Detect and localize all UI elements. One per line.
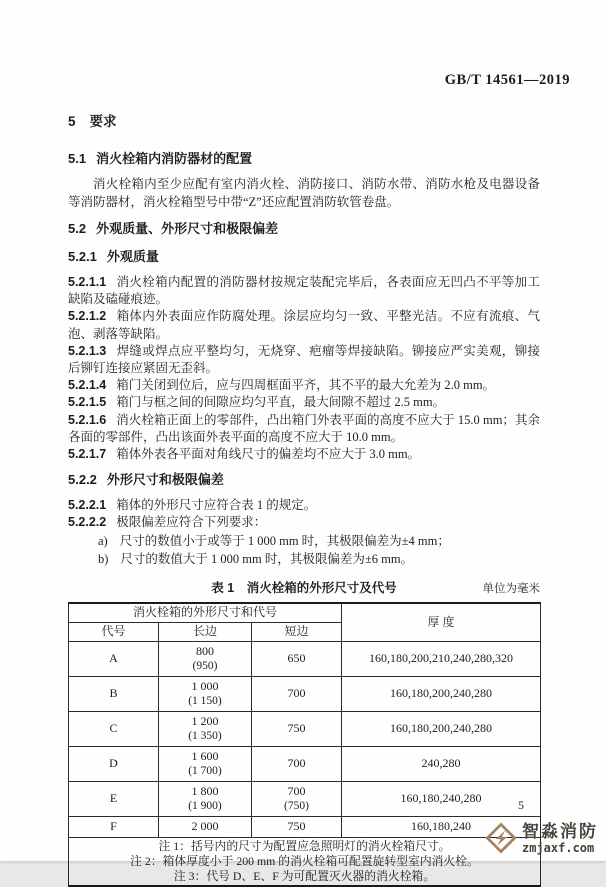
clause-text: 箱门与框之间的间隙应均匀平直，最大间隙不超过 2.5 mm。 (116, 395, 446, 410)
clause-number: 5.2.2.1 (68, 498, 107, 513)
cell-thickness: 160,180,200,240,280 (342, 711, 541, 746)
cell-thickness: 160,180,200,210,240,280,320 (342, 641, 541, 676)
table-unit-label: 单位为毫米 (482, 582, 540, 595)
table-row-c (69, 711, 541, 746)
cell-code: F (69, 816, 159, 837)
clause-5-2-1-7 (68, 446, 540, 463)
clause-number: 5.2.1.3 (68, 343, 107, 358)
cell-short: 750 (252, 711, 342, 746)
clause-number: 5.2.1.1 (68, 275, 107, 289)
clause-number: 5.2.2.2 (68, 515, 107, 530)
section-number: 5.2.2 (68, 472, 97, 488)
table-header-thickness: 厚 度 (342, 603, 541, 642)
section-number: 5.1 (68, 151, 87, 166)
clause-text: 消火栓箱内配置的消防器材按规定装配完毕后，各表面应无凹凸不平等加工缺陷及磕碰痕迹。 (68, 275, 540, 307)
table-notes-row (69, 837, 541, 886)
section-number: 5.2.1 (68, 249, 97, 264)
cell-long: 800 (950) (159, 641, 252, 676)
clause-text: 箱体的外形尺寸应符合表 1 的规定。 (116, 498, 317, 513)
page-number: 5 (518, 798, 524, 812)
cell-short: 650 (252, 641, 342, 676)
table-header-code: 代号 (69, 622, 159, 641)
clause-number: 5.2.1.5 (68, 395, 107, 410)
section-5-2-heading (68, 218, 540, 237)
cell-thickness: 160,180,240 (342, 816, 541, 837)
cell-long: 1 000 (1 150) (159, 676, 252, 711)
clause-text: 极限偏差应符合下列要求： (116, 515, 267, 530)
table-note-1: 注 1：括号内的尺寸为配置应急照明灯的消火栓箱尺寸。 (158, 838, 451, 853)
document-body (68, 104, 540, 887)
watermark-brand (484, 821, 598, 855)
list-text: 尺寸的数值大于 1 000 mm 时，其极限偏差为±6 mm。 (120, 551, 414, 566)
clause-5-2-1-3 (68, 343, 540, 377)
cell-code: E (69, 781, 159, 816)
dimensions-table (68, 602, 541, 887)
table-row-e (69, 781, 541, 816)
cell-short: 700 (252, 676, 342, 711)
table-header-group: 消火栓箱的外形尺寸和代号 (69, 603, 342, 623)
clause-5-2-1-5 (68, 394, 540, 411)
list-marker: a) (98, 533, 108, 548)
list-marker: b) (98, 551, 109, 566)
clause-5-2-2-2 (68, 514, 540, 531)
brand-name: 智淼消防 (522, 821, 598, 841)
table-row-a (69, 641, 541, 676)
table-note-3: 注 3：代号 D、E、F 为可配置灭火器的消火栓箱。 (173, 868, 436, 883)
clause-number: 5.2.1.7 (68, 447, 107, 462)
standard-code: GB/T 14561—2019 (444, 72, 570, 88)
cell-long: 1 800 (1 900) (159, 781, 252, 816)
cell-short: 700 (252, 746, 342, 781)
table-header-long: 长边 (159, 622, 252, 641)
table-header-short: 短边 (252, 622, 342, 641)
section-5-1-heading (68, 148, 540, 167)
cell-thickness: 160,180,240,280 (342, 781, 541, 816)
chapter-title: 要求 (89, 114, 117, 129)
clause-5-2-1-6 (68, 412, 540, 446)
section-title: 外观质量 (106, 249, 159, 264)
section-5-2-1-heading (68, 246, 540, 265)
cell-thickness: 240,280 (342, 746, 541, 781)
clause-text: 箱门关闭到位后，应与四周框面平齐，其不平的最大允差为 2.0 mm。 (116, 378, 496, 393)
brand-diamond-icon (484, 821, 518, 855)
table-row-b (69, 676, 541, 711)
clause-5-2-1-2 (68, 308, 540, 342)
brand-text-block (522, 823, 598, 854)
cell-code: C (69, 711, 159, 746)
table-notes (69, 837, 541, 886)
cell-short: 750 (252, 816, 342, 837)
clause-number: 5.2.1.6 (68, 412, 107, 427)
section-5-1-paragraph: 消火栓箱内至少应配有室内消火栓、消防接口、消防水带、消防水枪及电器设备等消防器材，消火栓箱型号中带“Z”还应配置消防软管卷盘。 (68, 177, 540, 209)
cell-short: 700 (750) (252, 781, 342, 816)
cell-code: D (69, 746, 159, 781)
table-caption-row (68, 578, 540, 596)
cell-thickness: 160,180,200,240,280 (342, 676, 541, 711)
clause-text: 箱体内外表面应作防腐处理。涂层应均匀一致、平整光洁。不应有流痕、气泡、剥落等缺陷。 (68, 309, 540, 341)
section-title: 外观质量、外形尺寸和极限偏差 (96, 221, 279, 236)
table-row-f (69, 816, 541, 837)
cell-code: A (69, 641, 159, 676)
section-5-2-2-heading (68, 469, 540, 488)
table-caption: 表 1 消火栓箱的外形尺寸及代号 (211, 580, 397, 595)
section-title: 消火栓箱内消防器材的配置 (96, 151, 253, 166)
list-item-b (68, 550, 540, 568)
section-title: 外形尺寸和极限偏差 (106, 472, 224, 488)
brand-site: zmjaxf.com (522, 840, 595, 855)
clause-text: 消火栓箱正面上的零部件，凸出箱门外表平面的高度不应大于 15.0 mm；其余各面的零部件，凸出该面外表平面的高度不应大于 10.0 mm。 (68, 412, 540, 444)
table-note-2: 注 2：箱体厚度小于 200 mm 的消火栓箱可配置旋转型室内消火栓。 (130, 853, 479, 868)
cell-code: B (69, 676, 159, 711)
section-number: 5.2 (68, 221, 87, 236)
clause-5-2-1-1 (68, 274, 540, 308)
clause-text: 焊缝或焊点应平整均匀，无烧穿、疤瘤等焊接缺陷。铆接应严实美观，铆接后铆钉连接应紧固无歪斜。 (68, 343, 540, 376)
chapter-number: 5 (68, 114, 76, 129)
clause-5-2-1-4 (68, 377, 540, 394)
clause-number: 5.2.1.4 (68, 378, 107, 393)
list-text: 尺寸的数值小于或等于 1 000 mm 时，其极限偏差为±4 mm； (119, 533, 450, 548)
clause-number: 5.2.1.2 (68, 309, 107, 324)
table-row-d (69, 746, 541, 781)
cell-long: 2 000 (159, 816, 252, 837)
cell-long: 1 600 (1 700) (159, 746, 252, 781)
clause-text: 箱体外表各平面对角线尺寸的偏差均不应大于 3.0 mm。 (116, 447, 421, 462)
list-item-a (68, 532, 540, 550)
clause-5-2-2-1 (68, 497, 540, 514)
cell-long: 1 200 (1 350) (159, 711, 252, 746)
chapter-heading (68, 110, 540, 130)
